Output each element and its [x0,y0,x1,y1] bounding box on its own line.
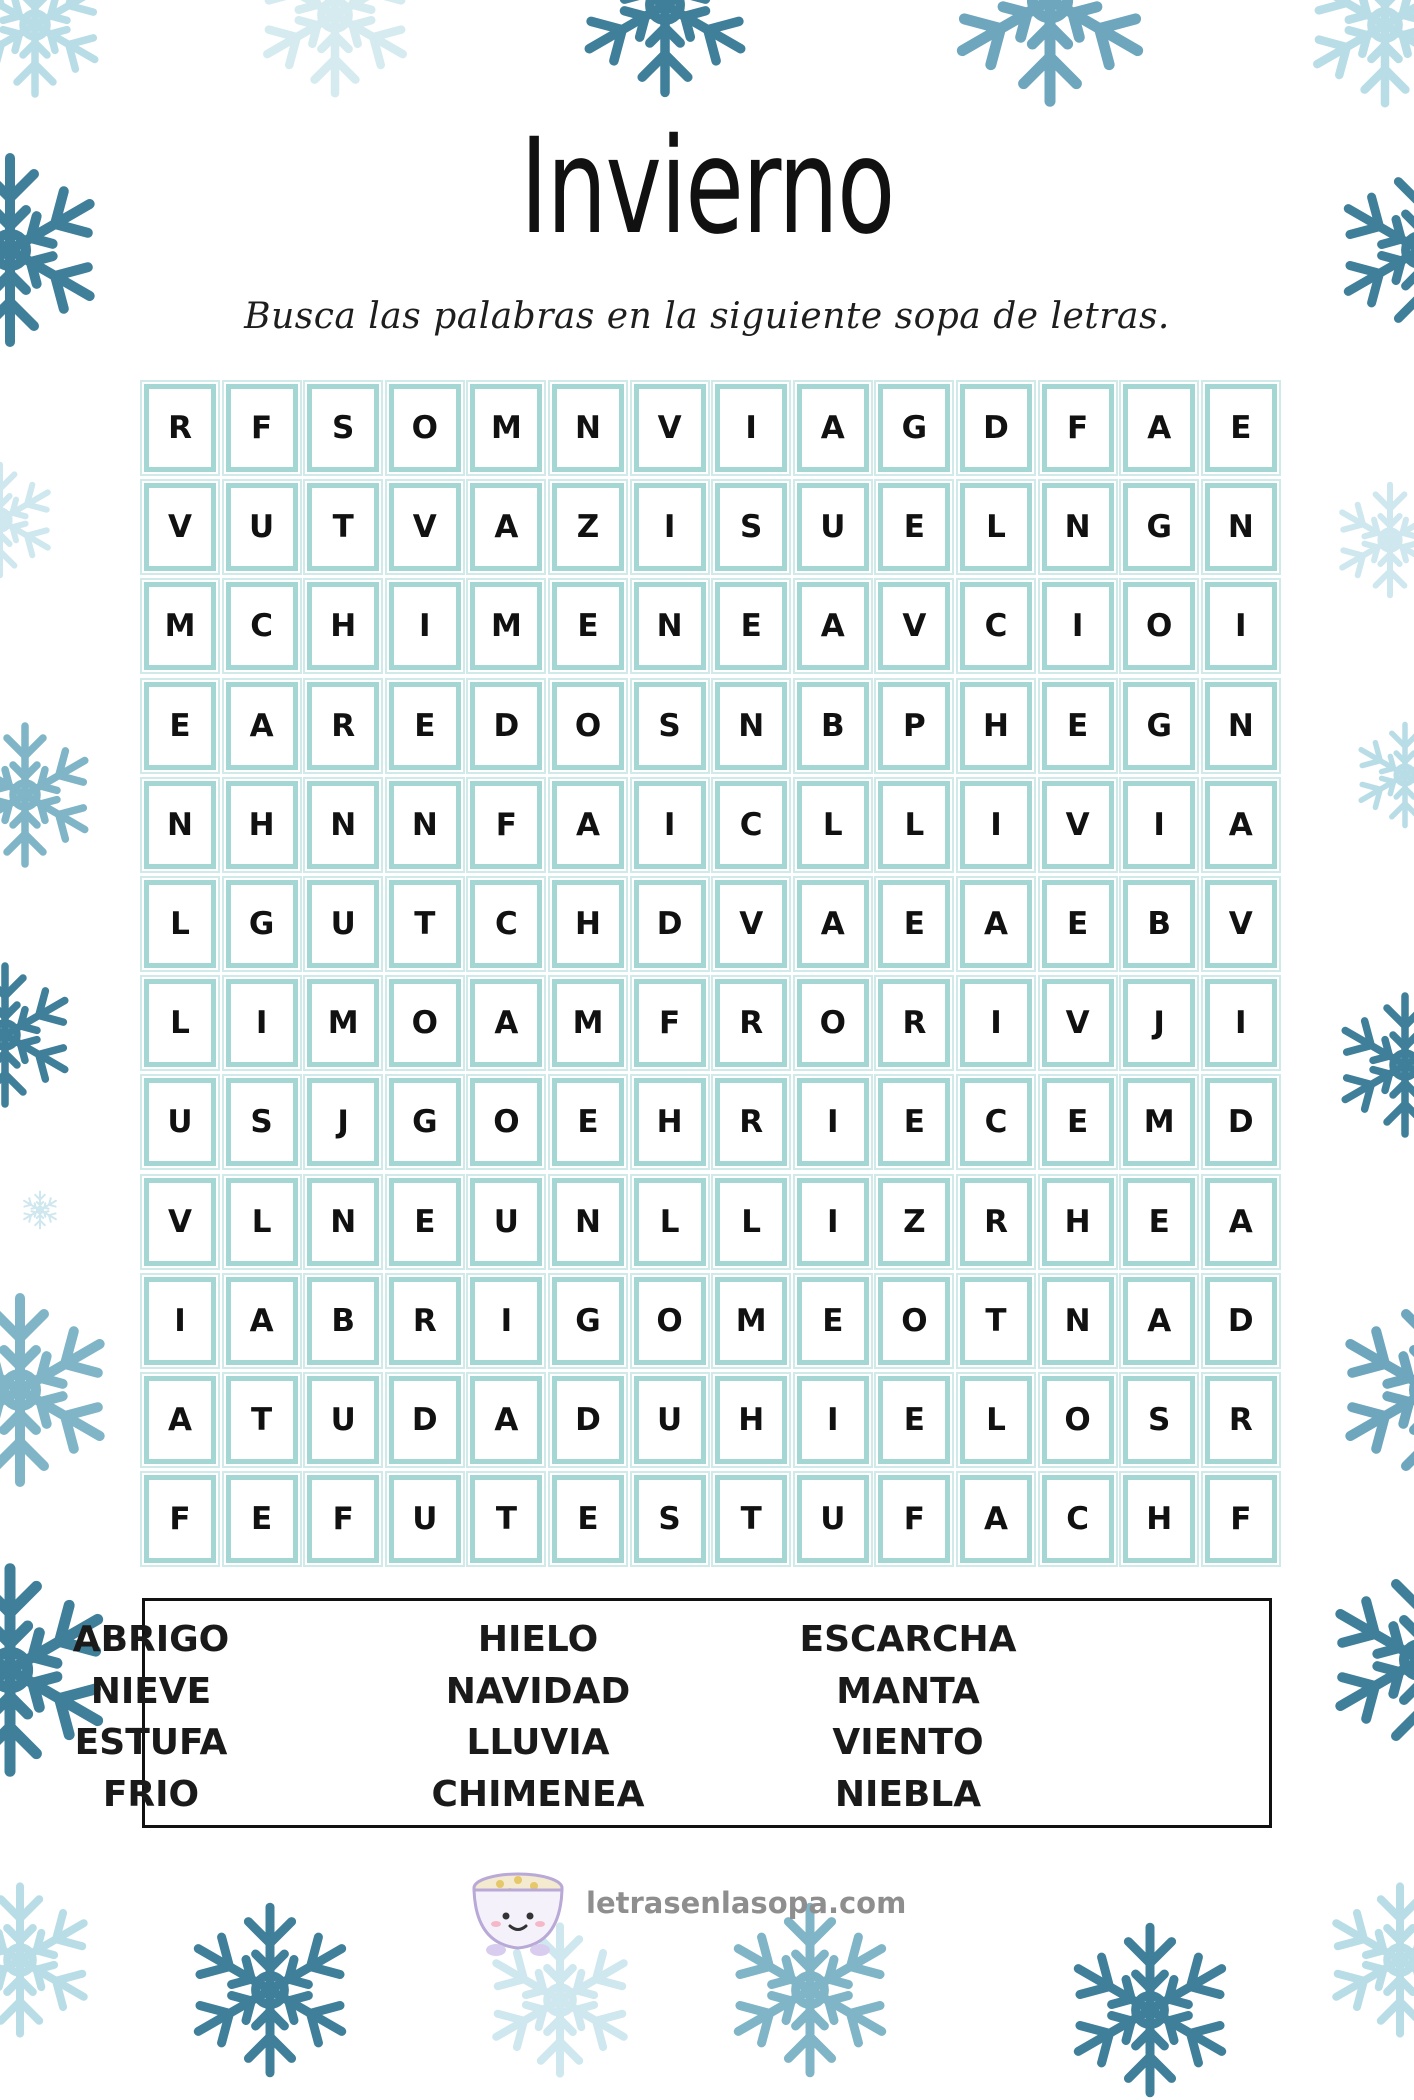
grid-cell: N [1042,1277,1114,1365]
grid-cell: H [552,880,624,968]
grid-cell: C [715,781,787,869]
grid-cell: O [634,1277,706,1365]
grid-cell: M [1123,1078,1195,1166]
grid-cell: T [960,1277,1032,1365]
grid-cell: I [226,979,298,1067]
grid-cell: F [226,384,298,472]
grid-cell: H [634,1078,706,1166]
grid-cell: A [226,1277,298,1365]
grid-cell: A [797,582,869,670]
word-list-item: ABRIGO [0,1615,331,1665]
grid-cell: I [797,1376,869,1464]
grid-cell: U [470,1178,542,1266]
grid-cell: N [1205,483,1277,571]
word-list-item: FRIO [0,1770,331,1820]
grid-cell: U [634,1376,706,1464]
word-list-item: NAVIDAD [358,1667,718,1717]
grid-cell: A [1205,781,1277,869]
grid-cell: E [1042,682,1114,770]
grid-cell: R [1205,1376,1277,1464]
grid-cell: S [307,384,379,472]
grid-cell: I [1042,582,1114,670]
grid-cell: A [552,781,624,869]
grid-cell: B [797,682,869,770]
grid-cell: A [960,880,1032,968]
grid-cell: L [634,1178,706,1266]
grid-cell: T [307,483,379,571]
grid-cell: R [960,1178,1032,1266]
snowflake-icon [180,1900,360,2080]
snowflake-icon [1330,1290,1414,1490]
grid-cell: L [960,1376,1032,1464]
grid-cell: E [389,682,461,770]
grid-cell: T [226,1376,298,1464]
grid-cell: P [878,682,950,770]
snowflake-icon [1350,720,1414,830]
grid-cell: O [1042,1376,1114,1464]
grid-cell: I [960,781,1032,869]
grid-cell: F [470,781,542,869]
word-list-item: MANTA [728,1667,1088,1717]
grid-cell: N [552,1178,624,1266]
grid-cell: E [1042,1078,1114,1166]
grid-cell: E [1123,1178,1195,1266]
grid-cell: N [389,781,461,869]
grid-cell: V [1042,781,1114,869]
grid-cell: N [307,781,379,869]
grid-cell: I [470,1277,542,1365]
grid-cell: O [1123,582,1195,670]
snowflake-icon [0,720,100,870]
grid-cell: I [1123,781,1195,869]
grid-cell: H [715,1376,787,1464]
grid-cell: V [715,880,787,968]
grid-cell: U [307,880,379,968]
grid-cell: A [797,880,869,968]
grid-cell: L [797,781,869,869]
snowflake-icon [20,1190,60,1230]
snowflake-icon [1330,990,1414,1140]
grid-cell: O [878,1277,950,1365]
grid-cell: S [715,483,787,571]
snowflake-icon [570,0,760,100]
footer-website: letrasenlasopa.com [586,1886,906,1920]
grid-cell: S [634,1475,706,1563]
grid-cell: I [797,1078,869,1166]
grid-cell: C [1042,1475,1114,1563]
grid-cell: R [307,682,379,770]
grid-cell: D [634,880,706,968]
snowflake-icon [1320,1560,1414,1760]
grid-cell: I [960,979,1032,1067]
grid-cell: R [878,979,950,1067]
grid-cell: L [226,1178,298,1266]
grid-cell: R [389,1277,461,1365]
word-list-box [142,1598,1272,1828]
grid-cell: V [1042,979,1114,1067]
snowflake-icon [1330,480,1414,600]
grid-cell: G [1123,682,1195,770]
snowflake-icon [940,0,1160,110]
grid-cell: E [552,1475,624,1563]
grid-cell: E [878,483,950,571]
grid-cell: V [144,1178,216,1266]
grid-cell: E [226,1475,298,1563]
grid-cell: R [715,979,787,1067]
grid-cell: C [470,880,542,968]
word-list-item: CHIMENEA [358,1770,718,1820]
grid-cell: F [144,1475,216,1563]
grid-cell: U [144,1078,216,1166]
grid-cell: A [470,483,542,571]
grid-cell: M [715,1277,787,1365]
grid-cell: O [470,1078,542,1166]
word-list-item: HIELO [358,1615,718,1665]
grid-cell: A [470,979,542,1067]
grid-cell: F [878,1475,950,1563]
grid-cell: C [960,1078,1032,1166]
grid-cell: F [1205,1475,1277,1563]
grid-cell: A [226,682,298,770]
grid-cell: A [1123,1277,1195,1365]
grid-cell: I [389,582,461,670]
grid-cell: H [960,682,1032,770]
grid-cell: L [144,979,216,1067]
grid-cell: S [634,682,706,770]
grid-cell: A [960,1475,1032,1563]
snowflake-icon [0,1880,100,2040]
grid-cell: Z [552,483,624,571]
grid-cell: E [552,1078,624,1166]
grid-cell: O [797,979,869,1067]
grid-cell: L [144,880,216,968]
grid-cell: H [1123,1475,1195,1563]
grid-cell: H [307,582,379,670]
grid-cell: A [797,384,869,472]
grid-cell: F [307,1475,379,1563]
snowflake-icon [0,0,110,100]
grid-cell: U [797,1475,869,1563]
grid-cell: E [878,1078,950,1166]
grid-cell: C [960,582,1032,670]
snowflake-icon [0,460,60,580]
grid-cell: L [715,1178,787,1266]
grid-cell: A [144,1376,216,1464]
snowflake-icon [1300,0,1414,110]
grid-cell: I [797,1178,869,1266]
grid-cell: O [552,682,624,770]
snowflake-icon [0,1290,120,1490]
grid-cell: R [715,1078,787,1166]
page-subtitle: Busca las palabras en la siguiente sopa de letras. [0,292,1414,342]
grid-cell: V [634,384,706,472]
grid-cell: V [878,582,950,670]
grid-cell: B [307,1277,379,1365]
grid-cell: E [1205,384,1277,472]
grid-cell: G [878,384,950,472]
grid-cell: A [1205,1178,1277,1266]
grid-cell: O [389,979,461,1067]
grid-cell: D [389,1376,461,1464]
grid-cell: U [226,483,298,571]
grid-cell: G [226,880,298,968]
grid-cell: S [1123,1376,1195,1464]
grid-cell: G [552,1277,624,1365]
grid-cell: E [389,1178,461,1266]
word-search-grid [140,380,1274,1562]
snowflake-icon [1060,1920,1240,2100]
snowflake-icon [0,960,80,1110]
grid-cell: N [1042,483,1114,571]
grid-cell: N [307,1178,379,1266]
grid-cell: M [552,979,624,1067]
grid-cell: E [797,1277,869,1365]
grid-cell: N [144,781,216,869]
word-list-item: NIEBLA [728,1770,1088,1820]
grid-cell: R [144,384,216,472]
page-title: Invierno [198,112,1216,262]
grid-cell: V [144,483,216,571]
grid-cell: E [878,880,950,968]
grid-cell: N [552,384,624,472]
grid-cell: S [226,1078,298,1166]
grid-cell: F [1042,384,1114,472]
grid-cell: M [470,384,542,472]
grid-cell: I [1205,582,1277,670]
grid-cell: E [1042,880,1114,968]
snowflake-icon [1320,1880,1414,2040]
word-list-item: ESTUFA [0,1718,331,1768]
grid-cell: T [389,880,461,968]
snowflake-icon [250,0,420,100]
grid-cell: D [1205,1078,1277,1166]
grid-cell: C [226,582,298,670]
grid-cell: L [960,483,1032,571]
grid-cell: D [470,682,542,770]
grid-cell: U [389,1475,461,1563]
grid-cell: I [715,384,787,472]
grid-cell: U [797,483,869,571]
soup-bowl-logo-icon [466,1858,570,1962]
grid-cell: G [389,1078,461,1166]
grid-cell: D [1205,1277,1277,1365]
grid-cell: G [1123,483,1195,571]
grid-cell: B [1123,880,1195,968]
grid-cell: L [878,781,950,869]
grid-cell: I [1205,979,1277,1067]
grid-cell: M [144,582,216,670]
grid-cell: Z [878,1178,950,1266]
grid-cell: O [389,384,461,472]
grid-cell: M [470,582,542,670]
word-list-item: ESCARCHA [728,1615,1088,1665]
snowflake-icon [720,1900,900,2080]
grid-cell: N [634,582,706,670]
grid-cell: J [307,1078,379,1166]
grid-cell: H [226,781,298,869]
grid-cell: D [960,384,1032,472]
grid-cell: I [634,483,706,571]
grid-cell: A [470,1376,542,1464]
grid-cell: J [1123,979,1195,1067]
grid-cell: E [552,582,624,670]
grid-cell: A [1123,384,1195,472]
grid-cell: D [552,1376,624,1464]
grid-cell: T [470,1475,542,1563]
grid-cell: H [1042,1178,1114,1266]
grid-cell: I [144,1277,216,1365]
word-list-item: NIEVE [0,1667,331,1717]
grid-cell: N [1205,682,1277,770]
grid-cell: V [389,483,461,571]
grid-cell: E [715,582,787,670]
grid-cell: M [307,979,379,1067]
word-list-item: VIENTO [728,1718,1088,1768]
grid-cell: F [634,979,706,1067]
grid-cell: V [1205,880,1277,968]
grid-cell: E [144,682,216,770]
grid-cell: U [307,1376,379,1464]
grid-cell: I [634,781,706,869]
grid-cell: E [878,1376,950,1464]
word-list-item: LLUVIA [358,1718,718,1768]
grid-cell: N [715,682,787,770]
grid-cell: T [715,1475,787,1563]
